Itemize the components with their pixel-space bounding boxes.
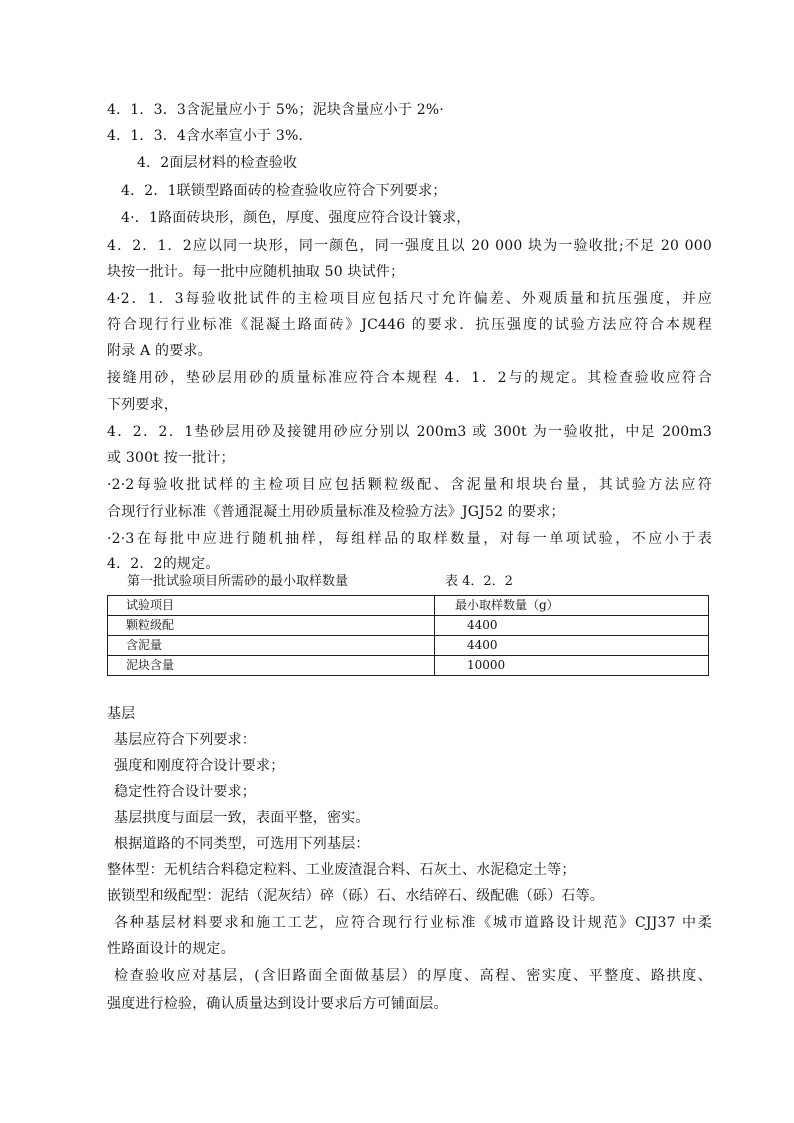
table-cell: 含泥量 (108, 636, 435, 656)
text-line-28: 性路面设计的规定。 (107, 941, 235, 957)
table-row (108, 636, 709, 656)
table-cell: 4400 (435, 616, 709, 636)
text-line-9: 符合现行行业标准《混凝土路面砖》JC446 的要求．抗压强度的试验方法应符合本规程 (107, 317, 712, 333)
text-line-7: 块按一批计。每一批中应随机抽取 50 块试件； (107, 264, 405, 280)
text-line-4: 4．2．1联锁型路面砖的检查验收应符合下列要求； (121, 183, 447, 199)
text-line-13: 4．2．2．1垫砂层用砂及接键用砂应分别以 200m3 或 300t 为一验收批，中足 200m3 (107, 424, 712, 440)
text-line-30: 强度进行检验，确认质量达到设计要求后方可铺面层。 (107, 996, 448, 1012)
text-line-1: 4．1．3．3含泥量应小于 5%；泥块含量应小于 2%· (107, 102, 444, 118)
text-line-16: 合现行行业标准《普通混凝土用砂质量标准及检验方法》JGJ52 的要求； (107, 504, 565, 520)
table-header-cell: 试验项目 (108, 596, 435, 616)
text-line-29: 检查验收应对基层，(含旧路面全面做基层）的厚度、高程、密实度、平整度、路拱度、 (114, 968, 712, 984)
table-header-cell: 最小取样数量（g） (435, 596, 709, 616)
table-cell: 泥块含量 (108, 656, 435, 676)
text-line-20: 基层应符合下列要求： (114, 732, 256, 748)
text-line-22: 稳定性符合设计要求； (114, 784, 256, 800)
text-line-5: 4·．1路面砖块形，颜色，厚度、强度应符合设计簔求， (121, 210, 471, 226)
section-heading-base: 基层 (107, 706, 136, 722)
text-line-14: 或 300t 按一批计； (107, 450, 235, 466)
text-line-24: 根据道路的不同类型，可选用下列基层： (114, 836, 370, 852)
text-line-23: 基层拱度与面层一致，表面平整，密实。 (114, 810, 370, 826)
text-line-15: ·2·2每验收批试样的主检项目应包括颗粒级配、含泥量和垠块台量，其试验方法应符 (107, 477, 712, 493)
table-header-row (108, 596, 709, 616)
table-row (108, 616, 709, 636)
section-heading-4-2: 4．2面层材料的检查验收 (137, 155, 298, 171)
text-line-27: 各种基层材料要求和施工工艺，应符合现行行业标准《城市道路设计规范》CJJ37 中柔 (114, 915, 712, 931)
text-line-11: 接缝用砂，垫砂层用砂的质量标准应符合本规程 4．1．2与的规定。其检查验收应符合 (107, 370, 712, 386)
text-line-10: 附录 A 的要求。 (107, 343, 212, 359)
text-line-21: 强度和刚度符合设计要求； (114, 758, 285, 774)
text-line-17: ·2·3在每批中应进行随机抽样，每组样品的取样数量，对每一单项试验，不应小于表 (107, 531, 712, 547)
table-caption: 第一批试验项目所需砂的最小取样数量 (127, 574, 349, 589)
text-line-6: 4．2．1．2应以同一块形，同一颜色，同一强度且以 20 000 块为一验收批;不足 20 000 (107, 238, 712, 254)
table-cell: 颗粒级配 (108, 616, 435, 636)
table-cell: 10000 (435, 656, 709, 676)
text-line-18: 4．2．2的规定。 (107, 556, 220, 572)
text-line-25: 整体型：无机结合料稳定粒料、工业废渣混合料、石灰土、水泥稳定土等； (107, 862, 576, 878)
table-row (108, 656, 709, 676)
table-number: 表 4．2．2 (445, 574, 513, 589)
text-line-26: 嵌锁型和级配型：泥结（泥灰结）碎（砾）石、水结碎石、级配礁（砾）石等。 (107, 888, 604, 904)
text-line-2: 4．1．3．4含水率宣小于 3%． (107, 128, 313, 144)
table-cell: 4400 (435, 636, 709, 656)
sampling-table (107, 595, 709, 676)
text-line-8: 4·2．1．3每验收批试件的主检项目应包括尺寸允许偏差、外观质量和抗压强度，并应 (107, 291, 712, 307)
text-line-12: 下列要求， (107, 397, 178, 413)
